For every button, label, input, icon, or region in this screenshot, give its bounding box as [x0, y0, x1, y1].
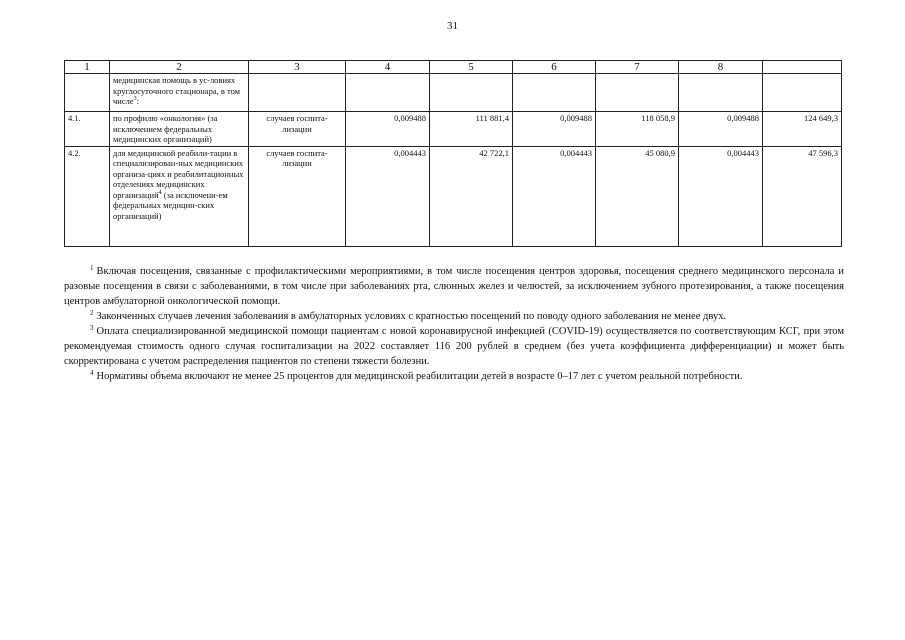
footnote-ref: 4 — [158, 189, 162, 196]
table-cell — [513, 74, 596, 112]
table-cell — [346, 74, 430, 112]
header-cell: 1 — [65, 61, 110, 74]
intro-description: медицинская помощь в ус-ловиях круглосуточного стационара, в том числе$^3$: — [110, 74, 249, 112]
row-value: 124 649,3 — [763, 112, 842, 147]
header-cell — [763, 61, 842, 74]
row-value: 0,004443 — [346, 146, 430, 246]
row-value: 118 058,9 — [596, 112, 679, 147]
table-cell — [430, 74, 513, 112]
row-index: 4.2. — [65, 146, 110, 246]
footnote-text: Включая посещения, связанные с профилактическими мероприятиями, в том числе посещения центров здоровья, посещения среднего медицинского персонала и разовые посещения в связи с заболеваниями, в том числе при заболеваниях рта, слюнных желез и челюстей, за исключением зубного протезирования, а также посещения центров амбулаторной онкологической помощи. — [64, 266, 844, 307]
page-number: 31 — [447, 20, 458, 32]
row-index: 4.1. — [65, 112, 110, 147]
footnote-mark: 2 — [90, 308, 94, 317]
row-value: 0,004443 — [513, 146, 596, 246]
row-description: по профилю «онкология» (за исключением федеральных медицинских организаций) — [110, 112, 249, 147]
row-unit: случаев госпита-лизации — [249, 112, 346, 147]
table-cell — [763, 74, 842, 112]
footnote-1 — [64, 264, 844, 309]
header-cell: 2 — [110, 61, 249, 74]
table-cell — [65, 74, 110, 112]
row-value: 0,009488 — [679, 112, 763, 147]
table-row — [65, 146, 842, 246]
row-value: 0,009488 — [513, 112, 596, 147]
row-value: 42 722,1 — [430, 146, 513, 246]
header-cell: 7 — [596, 61, 679, 74]
table-row-intro — [65, 74, 842, 112]
header-cell: 8 — [679, 61, 763, 74]
footnote-2 — [64, 309, 844, 324]
table-cell — [596, 74, 679, 112]
header-cell: 4 — [346, 61, 430, 74]
table-cell — [249, 74, 346, 112]
footnote-mark: 1 — [90, 263, 94, 272]
footnote-3 — [64, 324, 844, 369]
footnotes — [64, 264, 844, 384]
header-cell: 5 — [430, 61, 513, 74]
row-description: для медицинской реабили-тации в специализирован-ных медицинских организа-циях и реабилитационных отделениях медицинских организаций$^4$ (за исключени-ем федеральных медицин-ских организаций) — [110, 146, 249, 246]
footnote-ref: 3 — [133, 96, 137, 103]
row-value: 0,009488 — [346, 112, 430, 147]
footnote-4 — [64, 369, 844, 384]
footnote-text: Оплата специализированной медицинской помощи пациентам с новой коронавирусной инфекцией (COVID-19) осуществляется по соответствующим КСГ, при этом рекомендуемая стоимость одного случая госпитализации на 2022 составляет 116 200 рублей в среднем (без учета коэффициента дифференциации) и может быть скорректирована с учетом распределения пациентов по степени тяжести болезни. — [64, 326, 844, 367]
footnote-text: Нормативы объема включают не менее 25 процентов для медицинской реабилитации детей в возрасте 0–17 лет с учетом реальной потребности. — [96, 371, 743, 382]
row-value: 0,004443 — [679, 146, 763, 246]
footnote-mark: 3 — [90, 323, 94, 332]
table-cell — [679, 74, 763, 112]
row-value: 111 881,4 — [430, 112, 513, 147]
footnote-mark: 4 — [90, 368, 94, 377]
row-unit: случаев госпита-лизации — [249, 146, 346, 246]
table-header-row — [65, 61, 842, 74]
data-table — [64, 60, 842, 247]
row-value: 45 080,9 — [596, 146, 679, 246]
table-row — [65, 112, 842, 147]
row-value: 47 596,3 — [763, 146, 842, 246]
header-cell: 3 — [249, 61, 346, 74]
header-cell: 6 — [513, 61, 596, 74]
footnote-text: Законченных случаев лечения заболевания в амбулаторных условиях с кратностью посещений по поводу одного заболевания не менее двух. — [96, 311, 727, 322]
intro-text: медицинская помощь в ус-ловиях круглосуточного стационара, в том числе — [113, 75, 241, 106]
